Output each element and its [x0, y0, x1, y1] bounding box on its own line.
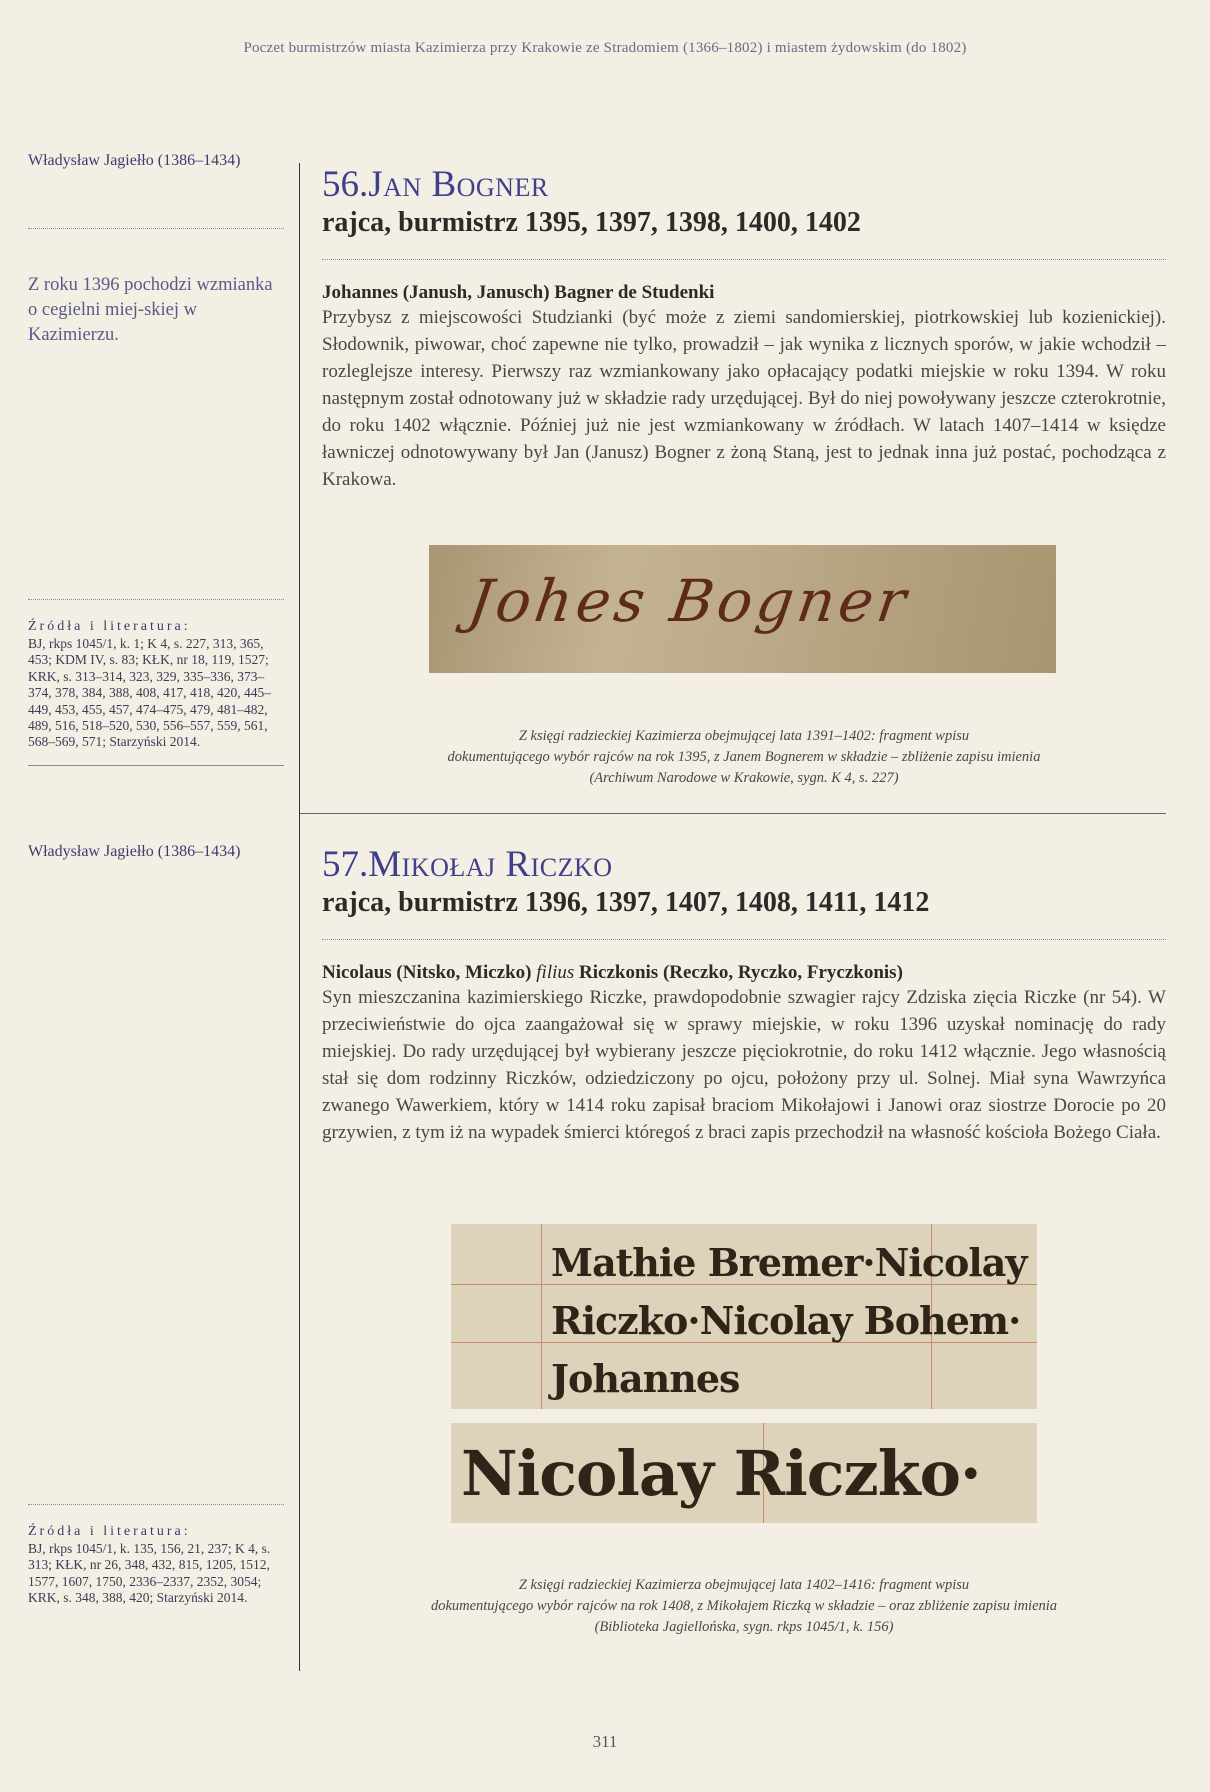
sources-text: BJ, rkps 1045/1, k. 1; K 4, s. 227, 313, 365, 453; KDM IV, s. 83; KŁK, nr 18, 119, 1527; KRK, s. 313–314, 323, 329, 335–336, 373–374, 378, 384, 388, 408, 417, 418, 420, 445–449, 453, 455, 457, 474–475, 479, 481–482, 489, 516, 518–520, 530, 556–557, 559, 561, 568–569, 571; Starzyński 2014.	[28, 636, 271, 750]
divider	[28, 228, 284, 229]
entry-name: Jan Bogner	[368, 164, 549, 205]
figure-caption-56	[322, 726, 1166, 789]
divider	[28, 765, 284, 766]
sidebar-top	[28, 152, 284, 348]
entry-body: Syn mieszczanina kazimierskiego Riczke, prawdopodobnie szwagier rajcy Zdziska zięcia Riczke (nr 54). W przeciwieństwie do ojca zaangażował się w sprawy miejskie, w roku 1396 uzyskał nominację do rady miejskiej. Do rady urzędującej był wybierany jeszcze pięciokrotnie, do roku 1412 włącznie. Jego własnością stał się dom rodzinny Riczków, odziedziczony po ojcu, położony przy ul. Solnej. Miał syna Wawrzyńca zwanego Wawerkiem, który w 1414 roku zapisał braciom Mikołajowi i Janowi oraz siostrze Dorocie po 20 grzywien, z tym iż na wypadek śmierci któregoś z braci zapis przechodził na własność kościoła Bożego Ciała.	[322, 987, 1166, 1143]
manuscript-script	[551, 1234, 1037, 1409]
sources-block-56	[28, 599, 284, 766]
sources-title: Źródła i literatura:	[28, 1524, 191, 1539]
caption-line: (Archiwum Narodowe w Krakowie, sygn. K 4, s. 227)	[589, 770, 899, 786]
entry-latin-names: Johannes (Janush, Janusch) Bagner de Studenki	[322, 282, 715, 303]
entry-title	[322, 165, 1166, 205]
entry-name: Mikołaj Riczko	[368, 844, 613, 885]
caption-line: Z księgi radzieckiej Kazimierza obejmującej lata 1402–1416: fragment wpisu	[518, 1577, 970, 1593]
entry-latin-names	[322, 962, 1166, 984]
manuscript-script: Nicolay Riczko·	[461, 1437, 981, 1510]
manuscript-line: Johannes	[551, 1356, 740, 1401]
manuscript-image-57	[451, 1224, 1037, 1409]
caption-line: (Biblioteka Jagiellońska, sygn. rkps 1045/1, k. 156)	[594, 1619, 894, 1635]
reign-label: Władysław Jagiełło (1386–1434)	[28, 843, 241, 860]
divider	[28, 1504, 284, 1505]
manuscript-line: Mathie Bremer·Nicolay	[551, 1240, 1027, 1285]
entry-subtitle: rajca, burmistrz 1396, 1397, 1407, 1408, 1411, 1412	[322, 887, 930, 918]
figure-caption-57	[322, 1575, 1166, 1638]
section-divider	[300, 813, 1166, 814]
manuscript-image-56	[429, 545, 1056, 673]
side-note: Z roku 1396 pochodzi wzmianka o cegielni miej-skiej w Kazimierzu.	[28, 275, 273, 345]
manuscript-closeup-57	[451, 1423, 1037, 1523]
manuscript-line: Riczko·Nicolay Bohem·	[551, 1298, 1021, 1343]
entry-subtitle: rajca, burmistrz 1395, 1397, 1398, 1400, 1402	[322, 207, 861, 238]
reign-label: Władysław Jagiełło (1386–1434)	[28, 152, 241, 169]
entry-56	[322, 165, 1166, 493]
sources-block-57	[28, 1504, 284, 1607]
latin-name: Nicolaus (Nitsko, Miczko)	[322, 962, 532, 983]
vertical-rule	[299, 163, 300, 1671]
entry-title	[322, 845, 1166, 885]
sidebar-bottom	[28, 843, 284, 861]
latin-patronymic: Riczkonis (Reczko, Ryczko, Fryczkonis)	[579, 962, 903, 983]
running-head: Poczet burmistrzów miasta Kazimierza przy Krakowie ze Stradomiem (1366–1802) i miastem żydowskim (do 1802)	[243, 40, 967, 56]
divider	[322, 939, 1166, 940]
manuscript-script: Johes Bogner	[464, 567, 914, 635]
entry-body: Przybysz z miejscowości Studzianki (być może z ziemi sandomierskiej, piotrkowskiej lub kozienickiej). Słodownik, piwowar, choć zapewne nie tylko, prowadził – jak wynika z licznych sporów, w jakie wchodził – rozleglejsze interesy. Pierwszy raz wzmiankowany jako opłacający podatki miejskie w roku 1394. W roku następnym został odnotowany już w składzie rady urzędującej. Był do niej powoływany jeszcze czterokrotnie, do roku 1402 włącznie. Później już nie jest wzmiankowany w źródłach. W latach 1407–1414 w księdze ławniczej odnotowywany był Jan (Janusz) Bogner z żoną Staną, jest to jednak inna już postać, pochodząca z Krakowa.	[322, 307, 1166, 490]
sources-text: BJ, rkps 1045/1, k. 135, 156, 21, 237; K 4, s. 313; KŁK, nr 26, 348, 432, 815, 1205, 1512, 1577, 1607, 1750, 2336–2337, 2352, 3054; KRK, s. 348, 388, 420; Starzyński 2014.	[28, 1541, 271, 1606]
caption-line: dokumentującego wybór rajców na rok 1395, z Janem Bognerem w składzie – zbliżenie zapisu imienia	[447, 749, 1041, 765]
caption-line: dokumentującego wybór rajców na rok 1408, z Mikołajem Riczką w składzie – oraz zbliżenie zapisu imienia	[430, 1598, 1058, 1614]
ruling-line	[541, 1224, 542, 1409]
divider	[28, 599, 284, 600]
caption-line: Z księgi radzieckiej Kazimierza obejmującej lata 1391–1402: fragment wpisu	[518, 728, 970, 744]
page-number: 311	[592, 1732, 618, 1751]
sources-title: Źródła i literatura:	[28, 619, 191, 634]
entry-number: 56.	[322, 164, 369, 205]
latin-filius: filius	[536, 962, 575, 983]
entry-57	[322, 845, 1166, 1146]
entry-number: 57.	[322, 844, 369, 885]
divider	[322, 259, 1166, 260]
